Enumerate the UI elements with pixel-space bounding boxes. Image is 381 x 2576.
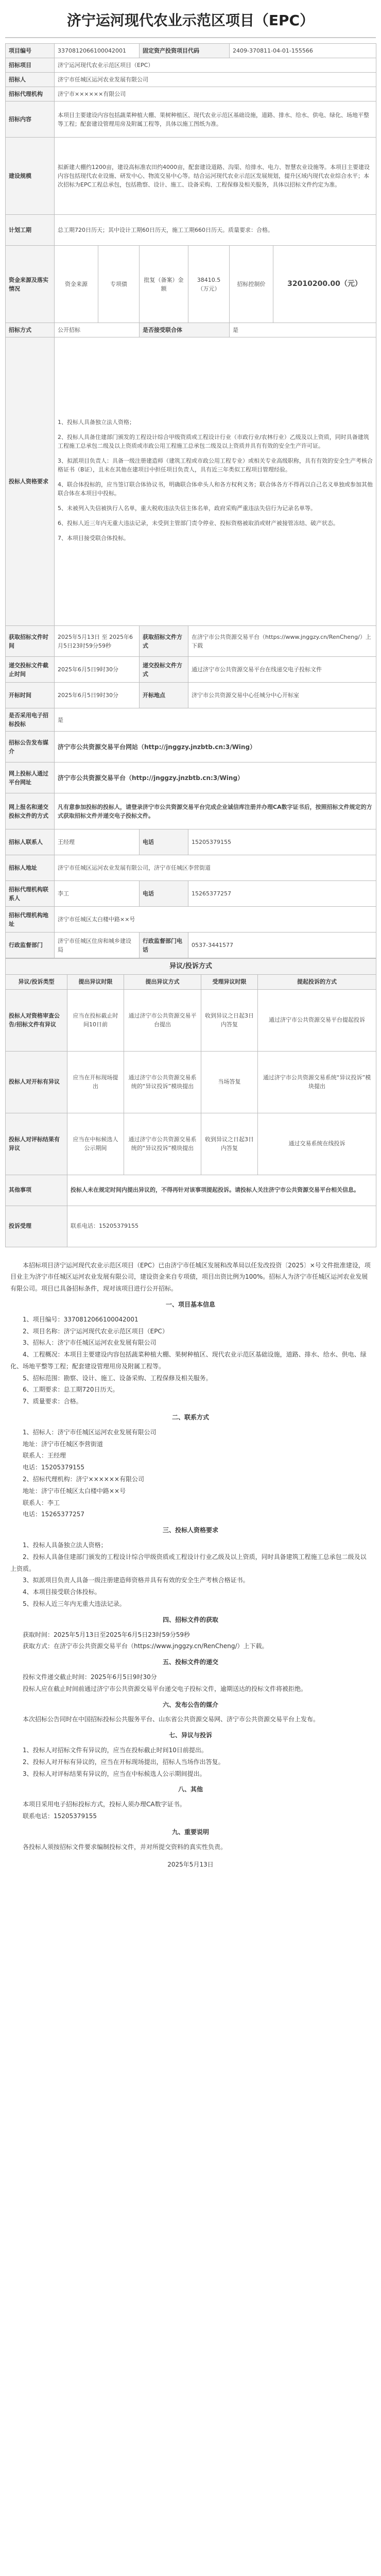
money-label: 资金来源及落实情况 (6, 246, 55, 323)
qualification-item: 1、投标人具备独立法人资格； (58, 418, 135, 426)
section-heading: 三、投标人资格要求 (162, 1527, 218, 1534)
section-line: 7、质量要求：合格。 (23, 1398, 82, 1405)
objection-table (5, 958, 376, 1247)
agent-label: 招标代理机构 (6, 87, 55, 101)
section-line: 2、投标人具备住建部门颁发的工程设计综合甲级资质或工程设计行业乙级及以上资质，同时具备建筑工程施工总承包二级及以上资质。 (10, 1553, 367, 1572)
section-line: 1、项目编号：3370812066100042001 (23, 1315, 138, 1323)
section-heading: 六、发布公告的媒介 (162, 1701, 218, 1708)
objection-header: 提出异议时限 (67, 975, 124, 989)
bid-way-label: 递交投标文件方式 (140, 657, 188, 683)
announcement-body (10, 1260, 371, 1871)
objection-cell: 应当在投标截止时间10日前 (67, 989, 124, 1051)
bid-way: 通过济宁市公共资源交易平台在线递交电子投标文件 (188, 657, 376, 683)
invest-code-label: 固定资产投资项目代码 (140, 44, 230, 58)
pub-media: 济宁市公共资源交易平台网站（http://jnggzy.jnzbtb.cn:3/Wing） (55, 732, 376, 762)
objection-cell: 收到异议之日起3日内答复 (201, 1113, 258, 1175)
section-line: 获取时间：2025年5月13日至2025年6月5日23时59分59秒 (23, 1631, 190, 1638)
section-line: 本项目采用电子招标投标方式，投标人须办理CA数字证书。 (23, 1801, 186, 1808)
agent-tel: 15265377257 (188, 881, 376, 907)
e-platform: 济宁市公共资源交易平台（http://jnggzy.jnzbtb.cn:3/Wing） (55, 762, 376, 793)
section-heading: 八、其他 (178, 1786, 203, 1793)
section-line: 联系人：王经理 (23, 1452, 66, 1460)
section-line: 各投标人须按招标文件要求编制投标文件，并对所提交资料的真实性负责。 (23, 1843, 227, 1851)
objection-note: 投标人未在规定时间内提出异议的，不得再针对该事项提起投诉。请投标人关注济宁市公共资源交易平台相关信息。 (67, 1175, 376, 1206)
scale-label: 建设规模 (6, 138, 55, 215)
objection-cell: 通过济宁市公共资源交易系统的“异议投诉”模块提出 (124, 1113, 201, 1175)
platform: 是 (55, 708, 376, 732)
section-line: 本次招标公告同时在中国招标投标公共服务平台、山东省公共资源交易网、济宁市公共资源交易平台上发布。 (23, 1716, 320, 1723)
section-line: 联系电话：15205379155 (23, 1812, 97, 1820)
section-line: 投标人应在截止时间前通过济宁市公共资源交易平台递交电子投标文件，逾期送达的投标文件将被拒绝。 (23, 1685, 307, 1692)
tenderer-label: 招标人 (6, 73, 55, 87)
tenderer-tel-label: 电话 (140, 829, 188, 855)
supervisor-tel: 0537-3441577 (188, 933, 376, 958)
project-no: 3370812066100042001 (55, 44, 140, 58)
open-place-label: 开标地点 (140, 683, 188, 708)
scope: 本项目主要建设内容包括蔬菜种植大棚、果树种植区、现代农业示范区基础设施，道路、排水、给水、供电、绿化、场地平整等工程；配套建设管理用房及附属工程等，具体以施工图纸为准。 (55, 101, 376, 138)
doc-way-label: 获取招标文件方式 (140, 626, 188, 657)
objection-header: 提起投诉的方式 (258, 975, 376, 989)
page-title: 济宁运河现代农业示范区项目（EPC） (66, 12, 315, 29)
section-line: 投标文件递交截止时间：2025年6月5日9时30分 (23, 1673, 157, 1681)
doc-time-label: 获取招标文件时间 (6, 626, 55, 657)
section-line: 6、工期要求：总工期720日历天。 (23, 1386, 119, 1394)
agent-tel-label: 电话 (140, 881, 188, 907)
supervisor-label: 行政监督部门 (6, 933, 55, 958)
period: 总工期720日历天；其中设计工期60日历天，施工工期660日历天。质量要求：合格。 (55, 215, 376, 246)
qualifications-label: 投标人资格要求 (6, 337, 55, 626)
section-heading: 五、投标文件的递交 (162, 1658, 218, 1666)
money-col-5: 32010200.00（元） (273, 246, 376, 323)
objection-cell: 投标人对资格审查公告/招标文件有异议 (6, 989, 67, 1051)
section-line: 获取方式：在济宁市公共资源交易平台（https://www.jnggzy.cn/RenCheng/）上下载。 (23, 1642, 268, 1650)
open-time: 2025年6月5日9时30分 (55, 683, 140, 708)
objection-cell: 通过济宁市公共资源交易平台提起投诉 (258, 989, 376, 1051)
objection-header: 异议/投诉类型 (6, 975, 67, 989)
section-line: 2、投标人对开标有异议的，应当在开标现场提出，招标人当场作出答复。 (23, 1758, 224, 1766)
section-heading: 四、招标文件的获取 (162, 1616, 218, 1623)
e-platform-label: 网上投标人通过平台网址 (6, 762, 55, 793)
tenderer-tel: 15205379155 (188, 829, 376, 855)
union: 是 (230, 323, 376, 337)
bid-close: 2025年6月5日9时30分 (55, 657, 140, 683)
project-no-label: 项目编号 (6, 44, 55, 58)
tenderer: 济宁市任城区运河农业发展有限公司 (55, 73, 376, 87)
objection-cell: 投标人对评标结果有异议 (6, 1113, 67, 1175)
scale: 拟新建大棚约1200亩，建设高标准农田约4000亩，配套建设道路、沟渠、给排水、电力、智慧农业设施等。本项目主要建设内容包括现代农业设施、研发中心、物流交易中心等。结合运河现代农业示范区发展规划，提升区域内现代农业综合水平；本次招标为EPC工程总承包，包括勘察、设计、施工、设备采购、工程保修及相关服务，具体以招标文件约定为准。 (55, 138, 376, 215)
objection-cell: 通过济宁市公共资源交易系统“异议投诉”模块提出 (258, 1051, 376, 1113)
objection-cell: 当场答复 (201, 1051, 258, 1113)
section-line: 电话：15205379155 (23, 1464, 84, 1471)
objection-cell: 通过济宁市公共资源交易平台提出 (124, 989, 201, 1051)
section-line: 5、投标人近三年内无重大违法记录。 (23, 1600, 126, 1608)
project-name-label: 招标项目 (6, 58, 55, 73)
method: 公开招标 (55, 323, 140, 337)
objection-cell: 投标人对开标有异议 (6, 1051, 67, 1113)
money-col-0: 资金来源 (55, 246, 98, 323)
objection-cell: 通过交易系统在线投诉 (258, 1113, 376, 1175)
qualification-item: 7、本项目接受联合体投标。 (58, 534, 129, 541)
qualification-item: 5、未被列入失信被执行人名单，重大税收违法失信主体名单，政府采购严重违法失信行为记录名单等。 (58, 504, 316, 512)
section-line: 3、招标人：济宁市任城区运河农业发展有限公司 (23, 1339, 157, 1347)
section-line: 1、招标人：济宁市任城区运河农业发展有限公司 (23, 1428, 157, 1436)
tenderer-addr: 济宁市任城区运河农业发展有限公司，济宁市任城区李营街道 (55, 855, 376, 881)
qualification-item: 6、投标人近三年内无重大违法记录，未受到主管部门责令停业、投标资格被取消或财产被接管冻结、破产状态。 (58, 519, 339, 527)
section-line: 3、投标人对评标结果有异议的，应当在中标候选人公示期间提出。 (23, 1770, 206, 1777)
qualification-item: 3、拟派项目负责人：具备一级注册建造师（建筑工程或市政公用工程专业）或相关专业高级职称，具有有效的安全生产考核合格证书（B证），且未在其他在建项目中担任项目负责人，具有近三年类似工程项目管理经验。 (58, 457, 373, 473)
agent: 济宁市××××××有限公司 (55, 87, 376, 101)
platform-label: 是否采用电子招标投标 (6, 708, 55, 732)
section-line: 1、投标人具备独立法人资格； (23, 1541, 107, 1549)
section-line: 4、工程概况：本项目主要建设内容包括蔬菜种植大棚、果树种植区、现代农业示范区基础设施，道路、排水、给水、供电、绿化、场地平整等工程；配套建设管理用房及附属工程等。 (10, 1351, 367, 1370)
section-line: 电话：15265377257 (23, 1511, 84, 1518)
project-info-table (5, 43, 376, 958)
open-time-label: 开标时间 (6, 683, 55, 708)
project-name: 济宁运河现代农业示范区项目（EPC） (55, 58, 376, 73)
method-label: 招标方式 (6, 323, 55, 337)
bid-close-label: 递交投标文件截止时间 (6, 657, 55, 683)
publish-date: 2025年5月13日 (167, 1861, 214, 1869)
objection-cell: 应当在开标现场提出 (67, 1051, 124, 1113)
qualification-item: 2、投标人具备住建部门颁发的工程设计综合甲级资质或工程设计行业（市政行业/农林行业）乙级及以上资质，同时具备建筑工程施工总承包二级及以上资质或市政公用工程施工总承包二级及以上资质并具有有效的安全生产许可证。 (58, 433, 369, 449)
section-line: 2、招标代理机构：济宁××××××有限公司 (23, 1476, 144, 1483)
section-line: 地址：济宁市任城区太白楼中路××号 (23, 1487, 126, 1495)
section-line: 1、投标人对招标文件有异议的，应当在投标截止时间10日前提出。 (23, 1747, 207, 1754)
objection-header: 受理异议时限 (201, 975, 258, 989)
complaint-contact: 联系电话：15205379155 (67, 1206, 376, 1247)
section-heading: 七、异议与投诉 (168, 1732, 212, 1739)
objection-note-label: 其他事项 (6, 1175, 67, 1206)
union-label: 是否接受联合体 (140, 323, 230, 337)
tenderer-contact-label: 招标人联系人 (6, 829, 55, 855)
objection-cell: 应当在中标候选人公示期间 (67, 1113, 124, 1175)
money-col-3: 38410.5（万元） (188, 246, 230, 323)
scope-label: 招标内容 (6, 101, 55, 138)
supervisor-tel-label: 行政监督部门电话 (140, 933, 188, 958)
supervisor: 济宁市任城区住房和城乡建设局 (55, 933, 140, 958)
objection-title: 异议/投诉方式 (6, 959, 376, 975)
money-col-4: 招标控制价 (230, 246, 273, 323)
section-heading: 一、项目基本信息 (165, 1300, 215, 1308)
other-label: 网上报名和递交投标文件的方式 (6, 793, 55, 829)
objection-header: 提出异议方式 (124, 975, 201, 989)
section-line: 5、招标范围：勘察、设计、施工、设备采购、工程保修及相关服务。 (23, 1374, 212, 1382)
agent-addr: 济宁市任城区太白楼中路××号 (55, 907, 376, 933)
section-line: 联系人：李工 (23, 1499, 60, 1506)
doc-way-link[interactable]: 在济宁市公共资源交易平台（https://www.jnggzy.cn/RenCheng/）上下载 (188, 626, 376, 657)
doc-time: 2025年5月13日 至 2025年6月5日23时59分59秒 (55, 626, 140, 657)
money-col-1: 专项债 (98, 246, 140, 323)
agent-contact-label: 招标代理机构联系人 (6, 881, 55, 907)
agent-addr-label: 招标代理机构地址 (6, 907, 55, 933)
agent-contact: 李工 (55, 881, 140, 907)
qualifications-list (55, 337, 376, 626)
other-value: 凡有意参加投标的投标人，请登录济宁市公共资源交易平台完成企业诚信库注册并办理CA数字证书后，按照招标文件规定的方式获取招标文件并递交电子投标文件。 (55, 793, 376, 829)
tenderer-contact: 王经理 (55, 829, 140, 855)
section-heading: 九、重要说明 (171, 1828, 209, 1836)
period-label: 计划工期 (6, 215, 55, 246)
section-line: 地址：济宁市任城区李营街道 (23, 1440, 103, 1448)
open-place: 济宁市公共资源交易中心任城分中心开标室 (188, 683, 376, 708)
qualification-item: 4、联合体投标的，应当签订联合体协议书，明确联合体牵头人和各方权利义务；联合体各方不得再以自己名义单独或参加其他联合体在本项目中投标。 (58, 481, 373, 497)
money-col-2: 批复（备案）金额 (140, 246, 188, 323)
objection-cell: 收到异议之日起3日内答复 (201, 989, 258, 1051)
objection-cell: 通过济宁市公共资源交易系统的“异议投诉”模块提出 (124, 1051, 201, 1113)
complaint-label: 投诉受理 (6, 1206, 67, 1247)
invest-code: 2409-370811-04-01-155566 (230, 44, 376, 58)
pub-media-label: 招标公告发布媒介 (6, 732, 55, 762)
section-line: 4、本项目接受联合体投标。 (23, 1588, 101, 1596)
section-line: 2、项目名称：济宁运河现代农业示范区项目（EPC） (23, 1327, 168, 1335)
intro-paragraph: 本招标项目济宁运河现代农业示范区项目（EPC）已由济宁市任城区发展和改革局以任发改投资〔2025〕×号文件批准建设，项目业主为济宁市任城区运河农业发展有限公司，建设资金来自专项债，项目出资比例为100%。招标人为济宁市任城区运河农业发展有限公司。项目已具备招标条件，现对该项目进行公开招标。 (10, 1261, 371, 1293)
tenderer-addr-label: 招标人地址 (6, 855, 55, 881)
section-heading: 二、联系方式 (171, 1414, 209, 1421)
title-divider (5, 37, 376, 38)
section-line: 3、拟派项目负责人具备一级注册建造师资格并具有有效的安全生产考核合格证书。 (23, 1577, 249, 1584)
